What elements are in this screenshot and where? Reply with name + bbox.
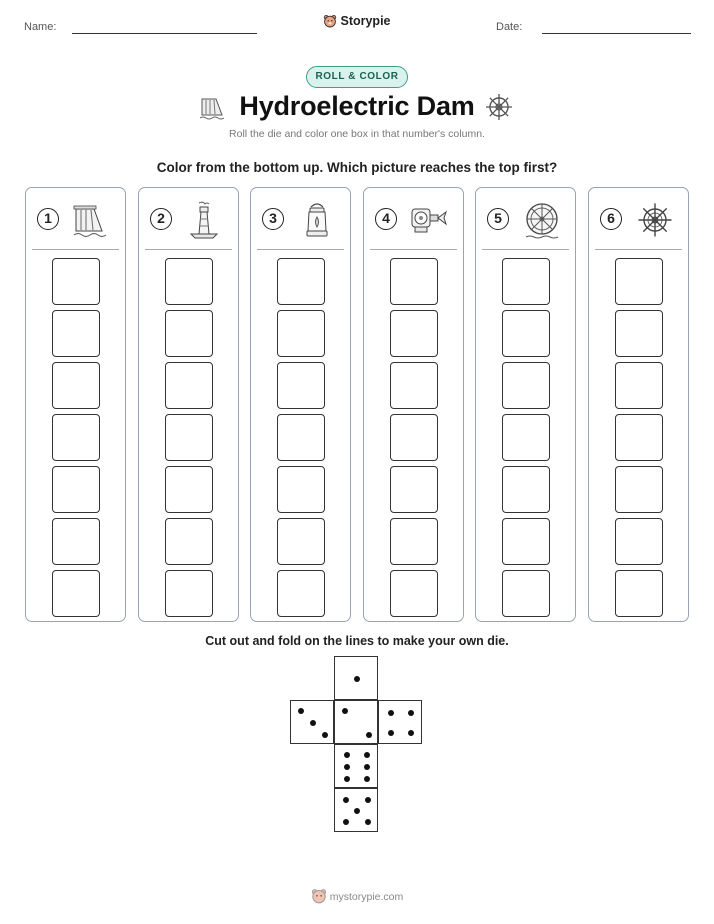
color-box[interactable] bbox=[615, 518, 663, 565]
color-box[interactable] bbox=[390, 570, 438, 617]
color-box[interactable] bbox=[165, 518, 213, 565]
turbine-generator-icon bbox=[408, 201, 452, 241]
column-divider bbox=[595, 249, 682, 250]
die-face-5 bbox=[334, 788, 378, 832]
color-box[interactable] bbox=[390, 518, 438, 565]
color-box[interactable] bbox=[52, 258, 100, 305]
color-box[interactable] bbox=[52, 414, 100, 461]
column-number: 1 bbox=[37, 208, 59, 230]
ships-wheel-icon bbox=[633, 201, 677, 241]
lantern-icon bbox=[295, 201, 339, 241]
color-box[interactable] bbox=[390, 466, 438, 513]
column-number: 4 bbox=[375, 208, 397, 230]
column-number: 2 bbox=[150, 208, 172, 230]
color-box[interactable] bbox=[502, 466, 550, 513]
column-2 bbox=[138, 187, 239, 622]
color-box[interactable] bbox=[502, 518, 550, 565]
color-box[interactable] bbox=[277, 362, 325, 409]
color-box[interactable] bbox=[277, 310, 325, 357]
bear-logo-icon bbox=[323, 14, 337, 31]
roll-and-color-badge: ROLL & COLOR bbox=[306, 66, 408, 88]
page-title: Hydroelectric Dam bbox=[239, 91, 475, 121]
color-box[interactable] bbox=[615, 310, 663, 357]
color-box[interactable] bbox=[277, 466, 325, 513]
color-box[interactable] bbox=[615, 414, 663, 461]
column-1 bbox=[25, 187, 126, 622]
color-box[interactable] bbox=[52, 310, 100, 357]
lighthouse-icon bbox=[183, 201, 227, 241]
color-box[interactable] bbox=[52, 466, 100, 513]
color-box[interactable] bbox=[52, 362, 100, 409]
column-divider bbox=[370, 249, 457, 250]
column-5 bbox=[475, 187, 576, 622]
die-face-2 bbox=[334, 700, 378, 744]
die-face-3 bbox=[290, 700, 334, 744]
column-6 bbox=[588, 187, 689, 622]
ships-wheel-title-icon bbox=[485, 93, 513, 126]
color-box[interactable] bbox=[277, 258, 325, 305]
color-box[interactable] bbox=[277, 414, 325, 461]
color-box[interactable] bbox=[615, 258, 663, 305]
color-box[interactable] bbox=[502, 310, 550, 357]
color-box[interactable] bbox=[502, 258, 550, 305]
column-divider bbox=[482, 249, 569, 250]
color-box[interactable] bbox=[165, 310, 213, 357]
column-divider bbox=[257, 249, 344, 250]
column-number: 5 bbox=[487, 208, 509, 230]
die-face-1 bbox=[334, 656, 378, 700]
instruction: Color from the bottom up. Which picture reaches the top first? bbox=[156, 160, 558, 175]
color-box[interactable] bbox=[52, 518, 100, 565]
dam-icon bbox=[70, 201, 114, 241]
color-box[interactable] bbox=[277, 570, 325, 617]
color-box[interactable] bbox=[165, 570, 213, 617]
subtitle: Roll the die and color one box in that number's column. bbox=[229, 128, 485, 140]
die-instruction: Cut out and fold on the lines to make your own die. bbox=[205, 634, 509, 648]
color-box[interactable] bbox=[502, 362, 550, 409]
name-label: Name: bbox=[24, 21, 57, 33]
footer-url[interactable]: mystorypie.com bbox=[329, 891, 404, 903]
bear-footer-icon bbox=[311, 888, 327, 907]
column-number: 3 bbox=[262, 208, 284, 230]
color-box[interactable] bbox=[502, 414, 550, 461]
name-line[interactable] bbox=[72, 33, 257, 34]
color-box[interactable] bbox=[390, 310, 438, 357]
color-box[interactable] bbox=[502, 570, 550, 617]
color-box[interactable] bbox=[390, 414, 438, 461]
column-number: 6 bbox=[600, 208, 622, 230]
color-box[interactable] bbox=[615, 570, 663, 617]
die-face-6 bbox=[334, 744, 378, 788]
color-box[interactable] bbox=[165, 258, 213, 305]
die-net bbox=[290, 656, 426, 836]
color-box[interactable] bbox=[390, 258, 438, 305]
color-box[interactable] bbox=[390, 362, 438, 409]
color-box[interactable] bbox=[165, 362, 213, 409]
column-divider bbox=[145, 249, 232, 250]
color-box[interactable] bbox=[165, 414, 213, 461]
water-wheel-icon bbox=[520, 201, 564, 241]
footer bbox=[0, 888, 714, 907]
color-box[interactable] bbox=[277, 518, 325, 565]
date-label: Date: bbox=[496, 21, 523, 33]
column-4 bbox=[363, 187, 464, 622]
brand-logo bbox=[0, 14, 714, 31]
die-face-4 bbox=[378, 700, 422, 744]
color-box[interactable] bbox=[52, 570, 100, 617]
brand-name: Storypie bbox=[340, 14, 391, 28]
column-divider bbox=[32, 249, 119, 250]
color-box[interactable] bbox=[615, 466, 663, 513]
date-line[interactable] bbox=[542, 33, 691, 34]
column-3 bbox=[250, 187, 351, 622]
color-box[interactable] bbox=[615, 362, 663, 409]
color-box[interactable] bbox=[165, 466, 213, 513]
